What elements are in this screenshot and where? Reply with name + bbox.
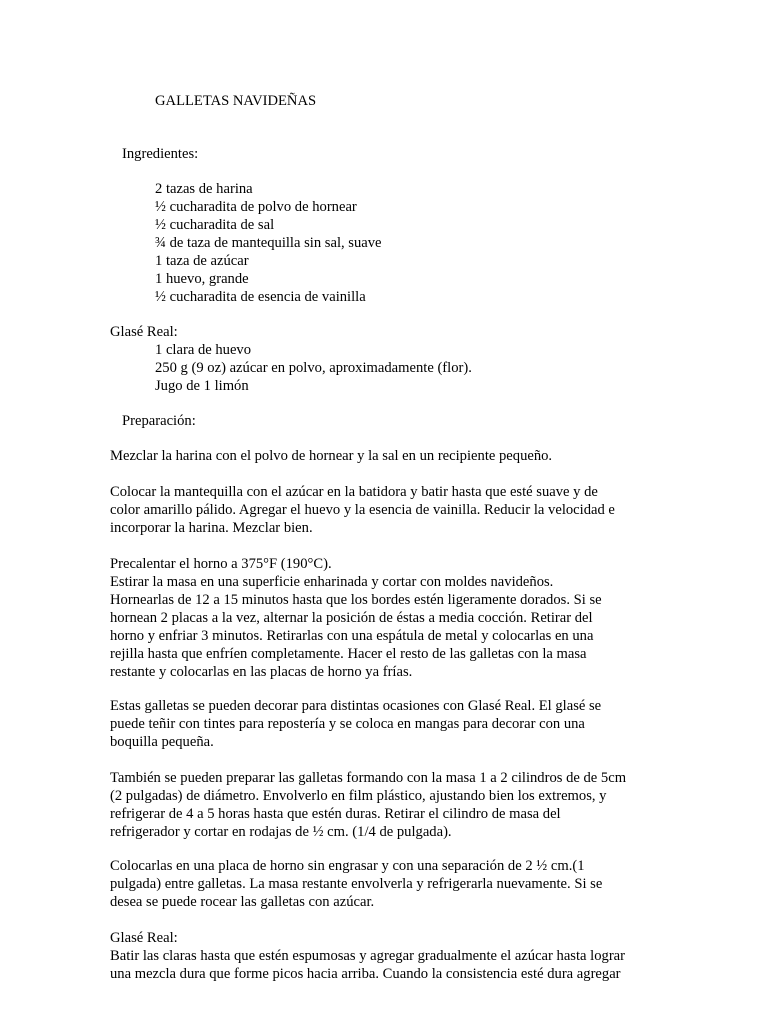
paragraph-line: Colocar la mantequilla con el azúcar en la batidora y batir hasta que esté suave y de: [110, 484, 598, 500]
preparation-heading: Preparación:: [122, 413, 196, 429]
document-title: GALLETAS NAVIDEÑAS: [155, 93, 317, 109]
paragraph: [110, 769, 670, 841]
ingredient-item: 1 taza de azúcar: [155, 253, 249, 269]
ingredient-item: ½ cucharadita de sal: [155, 217, 275, 233]
paragraph: [110, 929, 670, 983]
paragraph-line: horno y enfriar 3 minutos. Retirarlas con una espátula de metal y colocarlas en una: [110, 628, 594, 644]
ingredient-item: 2 tazas de harina: [155, 181, 253, 197]
paragraph-line: puede teñir con tintes para repostería y se coloca en mangas para decorar con una: [110, 716, 585, 732]
paragraph: [110, 697, 670, 751]
glase-ingredient-list: [155, 341, 472, 395]
glase-ingredient-item: Jugo de 1 limón: [155, 378, 249, 394]
paragraph: [110, 483, 670, 537]
ingredient-item: ½ cucharadita de esencia de vainilla: [155, 289, 366, 305]
ingredients-heading: Ingredientes:: [122, 146, 199, 162]
paragraph-line: refrigerar de 4 a 5 horas hasta que estén duras. Retirar el cilindro de masa del: [110, 806, 561, 822]
paragraph-line: rejilla hasta que enfríen completamente. Hacer el resto de las galletas con la masa: [110, 646, 587, 662]
paragraph-line: hornean 2 placas a la vez, alternar la posición de éstas a media cocción. Retirar del: [110, 610, 593, 626]
paragraph-line: una mezcla dura que forme picos hacia arriba. Cuando la consistencia esté dura agregar: [110, 966, 621, 982]
ingredient-list: [155, 180, 382, 306]
paragraph-line: Batir las claras hasta que estén espumosas y agregar gradualmente el azúcar hasta lograr: [110, 948, 626, 964]
paragraph-line: boquilla pequeña.: [110, 734, 214, 750]
paragraph-line: refrigerador y cortar en rodajas de ½ cm. (1/4 de pulgada).: [110, 824, 452, 840]
ingredient-item: ¾ de taza de mantequilla sin sal, suave: [155, 235, 382, 251]
paragraph: [110, 857, 670, 911]
paragraph-line: También se pueden preparar las galletas formando con la masa 1 a 2 cilindros de de 5cm: [110, 770, 627, 786]
paragraph-line: Colocarlas en una placa de horno sin engrasar y con una separación de 2 ½ cm.(1: [110, 858, 585, 874]
paragraph-line: Precalentar el horno a 375°F (190°C).: [110, 556, 332, 572]
paragraph-line: Estirar la masa en una superficie enharinada y cortar con moldes navideños.: [110, 574, 554, 590]
paragraph-line: pulgada) entre galletas. La masa restante envolverla y refrigerarla nuevamente. Si se: [110, 876, 603, 892]
ingredient-item: ½ cucharadita de polvo de hornear: [155, 199, 357, 215]
paragraph-line: Mezclar la harina con el polvo de hornear y la sal en un recipiente pequeño.: [110, 448, 553, 464]
paragraph-line: Glasé Real:: [110, 930, 178, 946]
paragraph: [110, 555, 670, 681]
paragraph-line: desea se puede rocear las galletas con azúcar.: [110, 894, 375, 910]
paragraph-line: Hornearlas de 12 a 15 minutos hasta que los bordes estén ligeramente dorados. Si se: [110, 592, 602, 608]
paragraph-line: incorporar la harina. Mezclar bien.: [110, 520, 313, 536]
paragraph-line: (2 pulgadas) de diámetro. Envolverlo en film plástico, ajustando bien los extremos, y: [110, 788, 607, 804]
ingredient-item: 1 huevo, grande: [155, 271, 249, 287]
paragraph: [110, 447, 670, 465]
paragraph-line: color amarillo pálido. Agregar el huevo y la esencia de vainilla. Reducir la velocidad e: [110, 502, 615, 518]
glase-ingredient-item: 1 clara de huevo: [155, 342, 252, 358]
glase-heading: Glasé Real:: [110, 324, 178, 340]
glase-ingredient-item: 250 g (9 oz) azúcar en polvo, aproximadamente (flor).: [155, 360, 472, 376]
paragraph-line: restante y colocarlas en las placas de horno ya frías.: [110, 664, 413, 680]
paragraph-line: Estas galletas se pueden decorar para distintas ocasiones con Glasé Real. El glasé se: [110, 698, 602, 714]
